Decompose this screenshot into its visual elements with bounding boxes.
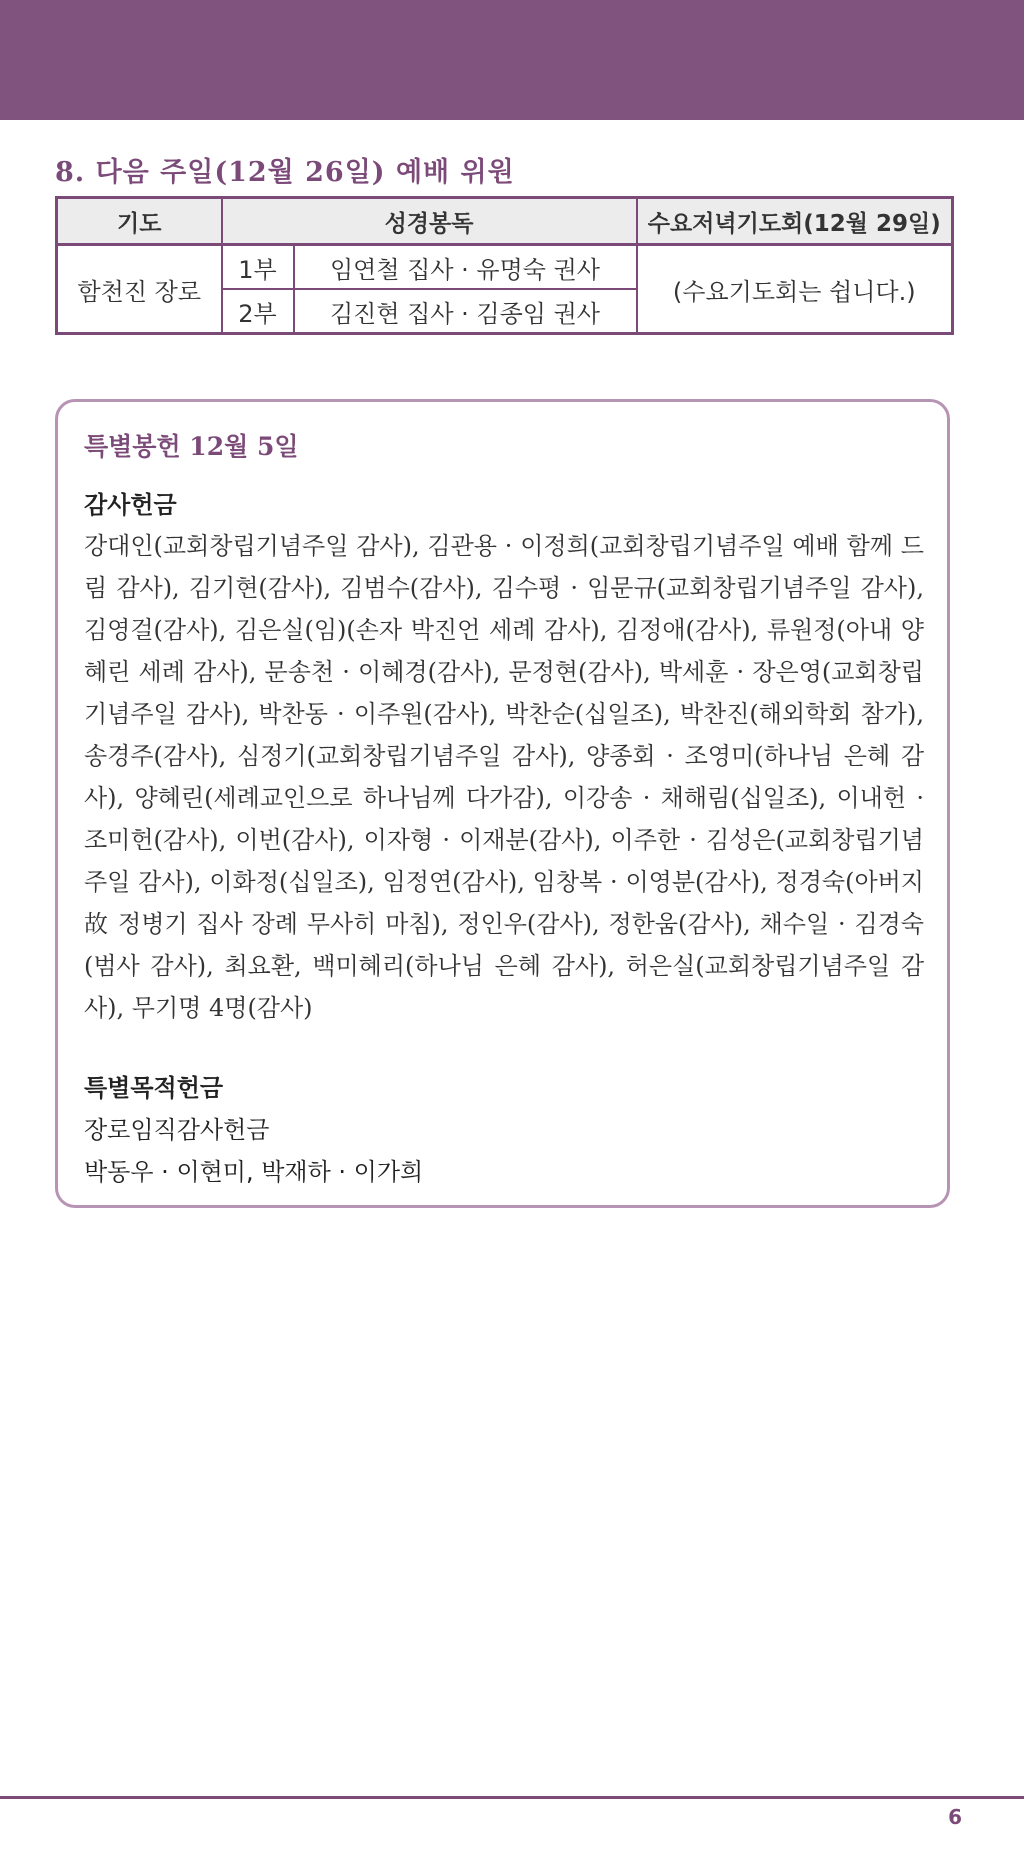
wednesday-note: (수요기도회는 쉽니다.) [637, 245, 953, 334]
header-band [0, 0, 1024, 120]
header-prayer: 기도 [57, 198, 222, 245]
thanks-offering-heading: 감사헌금 [84, 491, 177, 519]
page-number: 6 [948, 1805, 962, 1829]
header-scripture: 성경봉독 [222, 198, 637, 245]
special-purpose-subheading: 장로임직감사헌금 [84, 1116, 270, 1144]
duty-table [55, 196, 954, 335]
footer-divider [0, 1796, 1024, 1799]
table-header-row [57, 198, 953, 245]
special-offering-box [55, 399, 950, 1208]
header-wednesday: 수요저녁기도회(12월 29일) [637, 198, 953, 245]
section-title: 8. 다음 주일(12월 26일) 예배 위원 [55, 157, 515, 188]
special-purpose-names: 박동우 · 이현미, 박재하 · 이가희 [84, 1158, 424, 1186]
scripture-readers: 김진현 집사 · 김종임 권사 [294, 289, 637, 334]
service-label: 2부 [222, 289, 294, 334]
offering-title: 특별봉헌 12월 5일 [84, 432, 299, 461]
service-label: 1부 [222, 245, 294, 290]
prayer-name: 함천진 장로 [57, 245, 222, 334]
special-purpose-heading: 특별목적헌금 [84, 1074, 224, 1102]
scripture-readers: 임연철 집사 · 유명숙 권사 [294, 245, 637, 290]
thanks-offering-list: 강대인(교회창립기념주일 감사), 김관용 · 이정희(교회창립기념주일 예배 함께 드림 감사), 김기현(감사), 김범수(감사), 김수평 · 임문규(교회창립기념주일 감사), 김영걸(감사), 김은실(임)(손자 박진언 세례 감사), 김정애(감사), 류원정(아내 양혜린 세례 감사), 문송천 · 이혜경(감사), 문정현(감사), 박세훈 · 장은영(교회창립기념주일 감사), 박찬동 · 이주원(감사), 박찬순(십일조), 박찬진(해외학회 참가), 송경주(감사), 심정기(교회창립기념주일 감사), 양종회 · 조영미(하나님 은혜 감사), 양혜린(세례교인으로 하나님께 다가감), 이강송 · 채해림(십일조), 이내헌 · 조미헌(감사), 이번(감사), 이자형 · 이재분(감사), 이주한 · 김성은(교회창립기념주일 감사), 이화정(십일조), 임정연(감사), 임창복 · 이영분(감사), 정경숙(아버지 故 정병기 집사 장례 무사히 마침), 정인우(감사), 정한움(감사), 채수일 · 김경숙(범사 감사), 최요환, 백미혜리(하나님 은혜 감사), 허은실(교회창립기념주일 감사), 무기명 4명(감사) [84, 532, 924, 1022]
table-row [57, 245, 953, 290]
